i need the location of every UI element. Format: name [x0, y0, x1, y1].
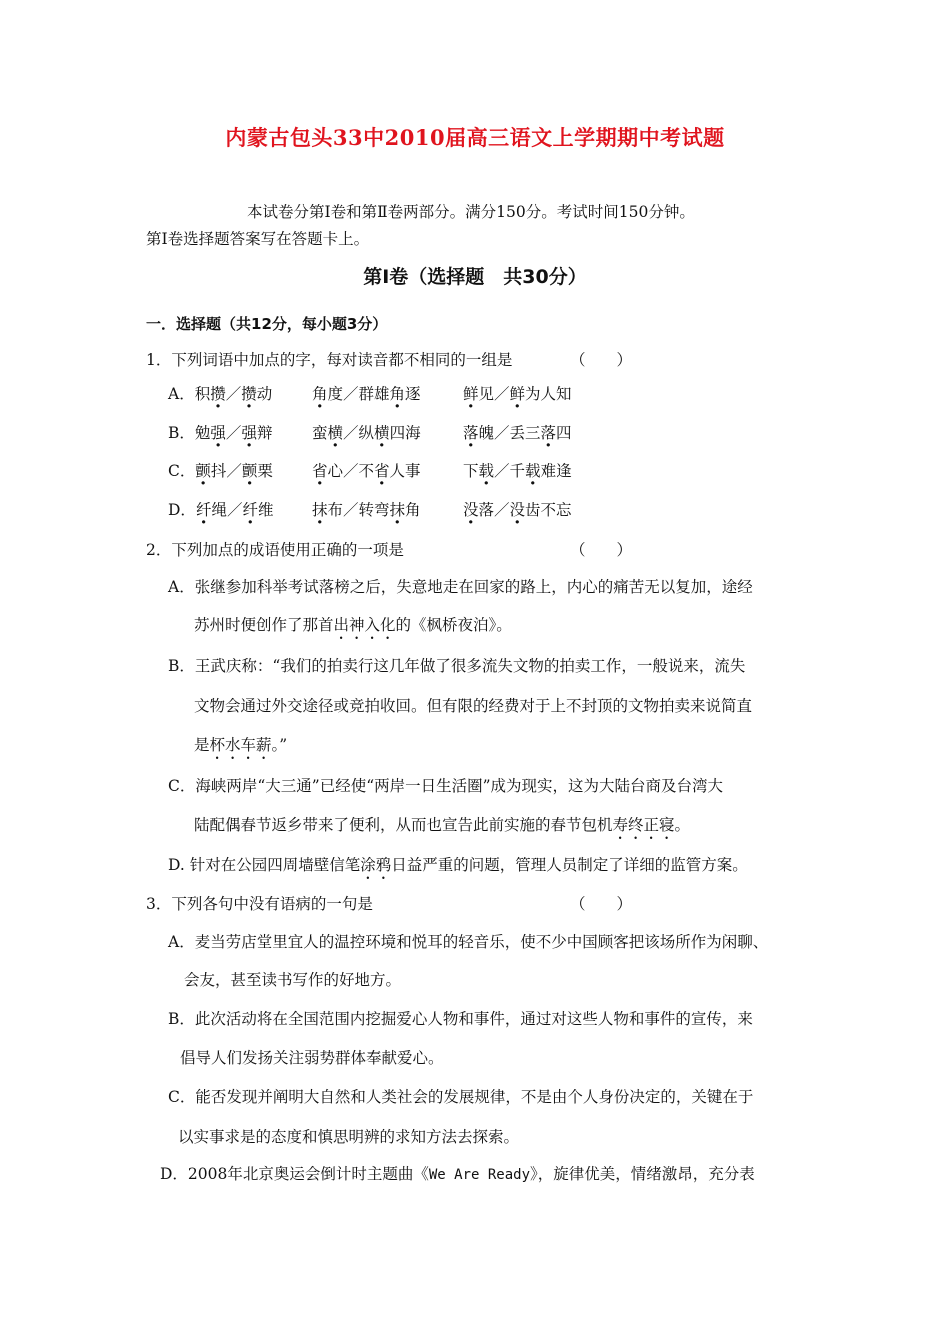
- q2-option-b-line2: 文物会通过外交途径或竞拍收回。但有限的经费对于上不封顶的文物拍卖来说简直: [194, 697, 753, 715]
- dotted-char: 攒: [210, 385, 226, 403]
- word: 栗: [257, 462, 273, 480]
- intro-line-2: 第Ⅰ卷选择题答案写在答题卡上。: [146, 230, 370, 248]
- dotted-char: 省: [374, 462, 390, 480]
- word: 下: [463, 462, 479, 480]
- q2-option-a-line2: [194, 615, 512, 643]
- part1-title: 第Ⅰ卷（选择题 共30分）: [363, 266, 587, 288]
- word: 维: [257, 501, 274, 519]
- dotted-char: 角: [389, 385, 406, 403]
- q1-option-a-pair3: [463, 384, 572, 404]
- option-label: B．: [168, 424, 195, 442]
- word: ／千: [494, 462, 526, 480]
- q2-answer-paren: （ ）: [570, 541, 633, 559]
- q3-option-c-line2: 以实事求是的态度和慎思明辨的求知方法去探索。: [178, 1128, 520, 1146]
- q1-option-c: [168, 461, 273, 481]
- word: 角: [405, 501, 421, 519]
- text: 》，旋律优美，情绪激昂，充分表: [530, 1165, 755, 1183]
- text: 日益严重的问题，管理人员制定了详细的监管方案。: [391, 856, 748, 874]
- dotted-idiom: 出神入化: [333, 616, 396, 634]
- q1-option-a-pair2: [312, 384, 421, 404]
- word: ／: [225, 424, 242, 442]
- word: 落／: [478, 501, 510, 519]
- q3-option-c-line1: C．能否发现并阐明大自然和人类社会的发展规律，不是由个人身份决定的，关键在于: [168, 1088, 754, 1106]
- word: 为人知: [525, 385, 572, 403]
- word: ／纵: [343, 424, 375, 442]
- q3-option-d-line1: [160, 1164, 755, 1185]
- dotted-char: 载: [478, 462, 495, 480]
- dotted-char: 纤: [242, 501, 258, 519]
- q1-option-b-pair2: [312, 423, 421, 443]
- q2-option-a-line1: A．张继参加科举考试落榜之后，失意地走在回家的路上，内心的痛苦无以复加，途经: [168, 578, 753, 596]
- text: 。”: [271, 736, 288, 754]
- dotted-char: 省: [312, 462, 328, 480]
- q1-option-d-pair2: [312, 500, 421, 520]
- option-label: C．: [168, 462, 196, 480]
- dotted-char: 没: [509, 501, 526, 519]
- text: D．2008年北京奥运会倒计时主题曲《: [160, 1165, 429, 1183]
- dotted-idiom: 杯水车薪: [209, 736, 272, 754]
- intro-line-1: 本试卷分第Ⅰ卷和第Ⅱ卷两部分。满分150分。考试时间150分钟。: [247, 203, 695, 221]
- dotted-char: 攒: [241, 385, 257, 403]
- dotted-char: 落: [463, 424, 479, 442]
- q2-stem: 2．下列加点的成语使用正确的一项是: [146, 541, 404, 559]
- q2-option-d: [168, 855, 748, 883]
- dotted-char: 颤: [195, 462, 211, 480]
- q1-stem: 1．下列词语中加点的字，每对读音都不相同的一组是: [146, 351, 513, 369]
- q2-option-b-line3: [194, 735, 287, 763]
- dotted-char: 抹: [389, 501, 406, 519]
- dotted-char: 强: [210, 424, 226, 442]
- word: 绳／: [211, 501, 243, 519]
- q3-answer-paren: （ ）: [570, 895, 633, 913]
- q3-option-b-line1: B．此次活动将在全国范围内挖掘爱心人物和事件，通过对这些人物和事件的宣传，来: [168, 1010, 753, 1028]
- text: 陆配偶春节返乡带来了便利，从而也宣告此前实施的春节包机: [194, 816, 613, 834]
- song-title: We Are Ready: [428, 1167, 531, 1183]
- word: 勉: [194, 424, 211, 442]
- exam-title: 内蒙古包头33中2010届高三语文上学期期中考试题: [225, 125, 725, 150]
- text: D. 针对在公园四周墙壁信笔: [168, 856, 361, 874]
- word: 心／不: [327, 462, 375, 480]
- dotted-idiom: 寿终正寝: [612, 816, 675, 834]
- q1-option-c-pair2: [312, 461, 421, 481]
- option-label: A．: [168, 385, 195, 403]
- dotted-char: 载: [525, 462, 541, 480]
- q3-option-b-line2: 倡导人们发扬关注弱势群体奉献爱心。: [180, 1049, 444, 1067]
- q1-option-b: [168, 423, 272, 443]
- q1-option-a: [168, 384, 272, 404]
- q1-option-d: [168, 500, 274, 520]
- text: 。: [674, 816, 691, 834]
- section1-heading: 一．选择题（共12分，每小题3分）: [146, 315, 388, 333]
- word: 布／转弯: [327, 501, 390, 519]
- q2-option-c-line2: [194, 815, 690, 843]
- word: 四海: [389, 424, 421, 442]
- word: 逐: [405, 385, 421, 403]
- q1-option-c-pair3: [463, 461, 572, 481]
- word: 见／: [478, 385, 510, 403]
- dotted-char: 没: [463, 501, 479, 519]
- word: 齿不忘: [525, 501, 572, 519]
- q3-stem: 3．下列各句中没有语病的一句是: [146, 895, 373, 913]
- dotted-char: 抹: [312, 501, 328, 519]
- option-label: D．: [168, 501, 196, 519]
- word: 辩: [256, 424, 273, 442]
- q3-option-a-line1: A．麦当劳店堂里宜人的温控环境和悦耳的轻音乐，使不少中国顾客把该场所作为闲聊、: [168, 933, 769, 951]
- dotted-char: 角: [312, 385, 328, 403]
- dotted-char: 鲜: [463, 385, 479, 403]
- word: 动: [256, 385, 273, 403]
- q2-option-c-line1: C．海峡两岸“大三通”已经使“两岸一日生活圈”成为现实，这为大陆台商及台湾大: [168, 777, 724, 795]
- word: 四: [556, 424, 572, 442]
- dotted-idiom: 涂鸦: [360, 856, 392, 874]
- text: 的《枫桥夜泊》。: [395, 616, 512, 634]
- word: 难逢: [540, 462, 572, 480]
- word: 蛮: [312, 424, 328, 442]
- dotted-char: 颤: [241, 462, 258, 480]
- dotted-char: 鲜: [509, 385, 526, 403]
- dotted-char: 强: [241, 424, 257, 442]
- text: 苏州时便创作了那首: [194, 616, 334, 634]
- q3-option-a-line2: 会友，甚至读书写作的好地方。: [184, 971, 402, 989]
- q1-answer-paren: （ ）: [570, 351, 633, 369]
- dotted-char: 横: [327, 424, 344, 442]
- text: 是: [194, 736, 210, 754]
- q1-option-b-pair3: [463, 423, 572, 443]
- word: 魄／丢三: [478, 424, 541, 442]
- word: 积: [194, 385, 211, 403]
- word: 度／群雄: [327, 385, 390, 403]
- dotted-char: 横: [374, 424, 390, 442]
- word: ／: [225, 385, 242, 403]
- word: 抖／: [210, 462, 242, 480]
- dotted-char: 落: [540, 424, 557, 442]
- q2-option-b-line1: B．王武庆称：“我们的拍卖行这几年做了很多流失文物的拍卖工作，一般说来，流失: [168, 657, 746, 675]
- dotted-char: 纤: [195, 501, 212, 519]
- word: 人事: [389, 462, 421, 480]
- q1-option-d-pair3: [463, 500, 572, 520]
